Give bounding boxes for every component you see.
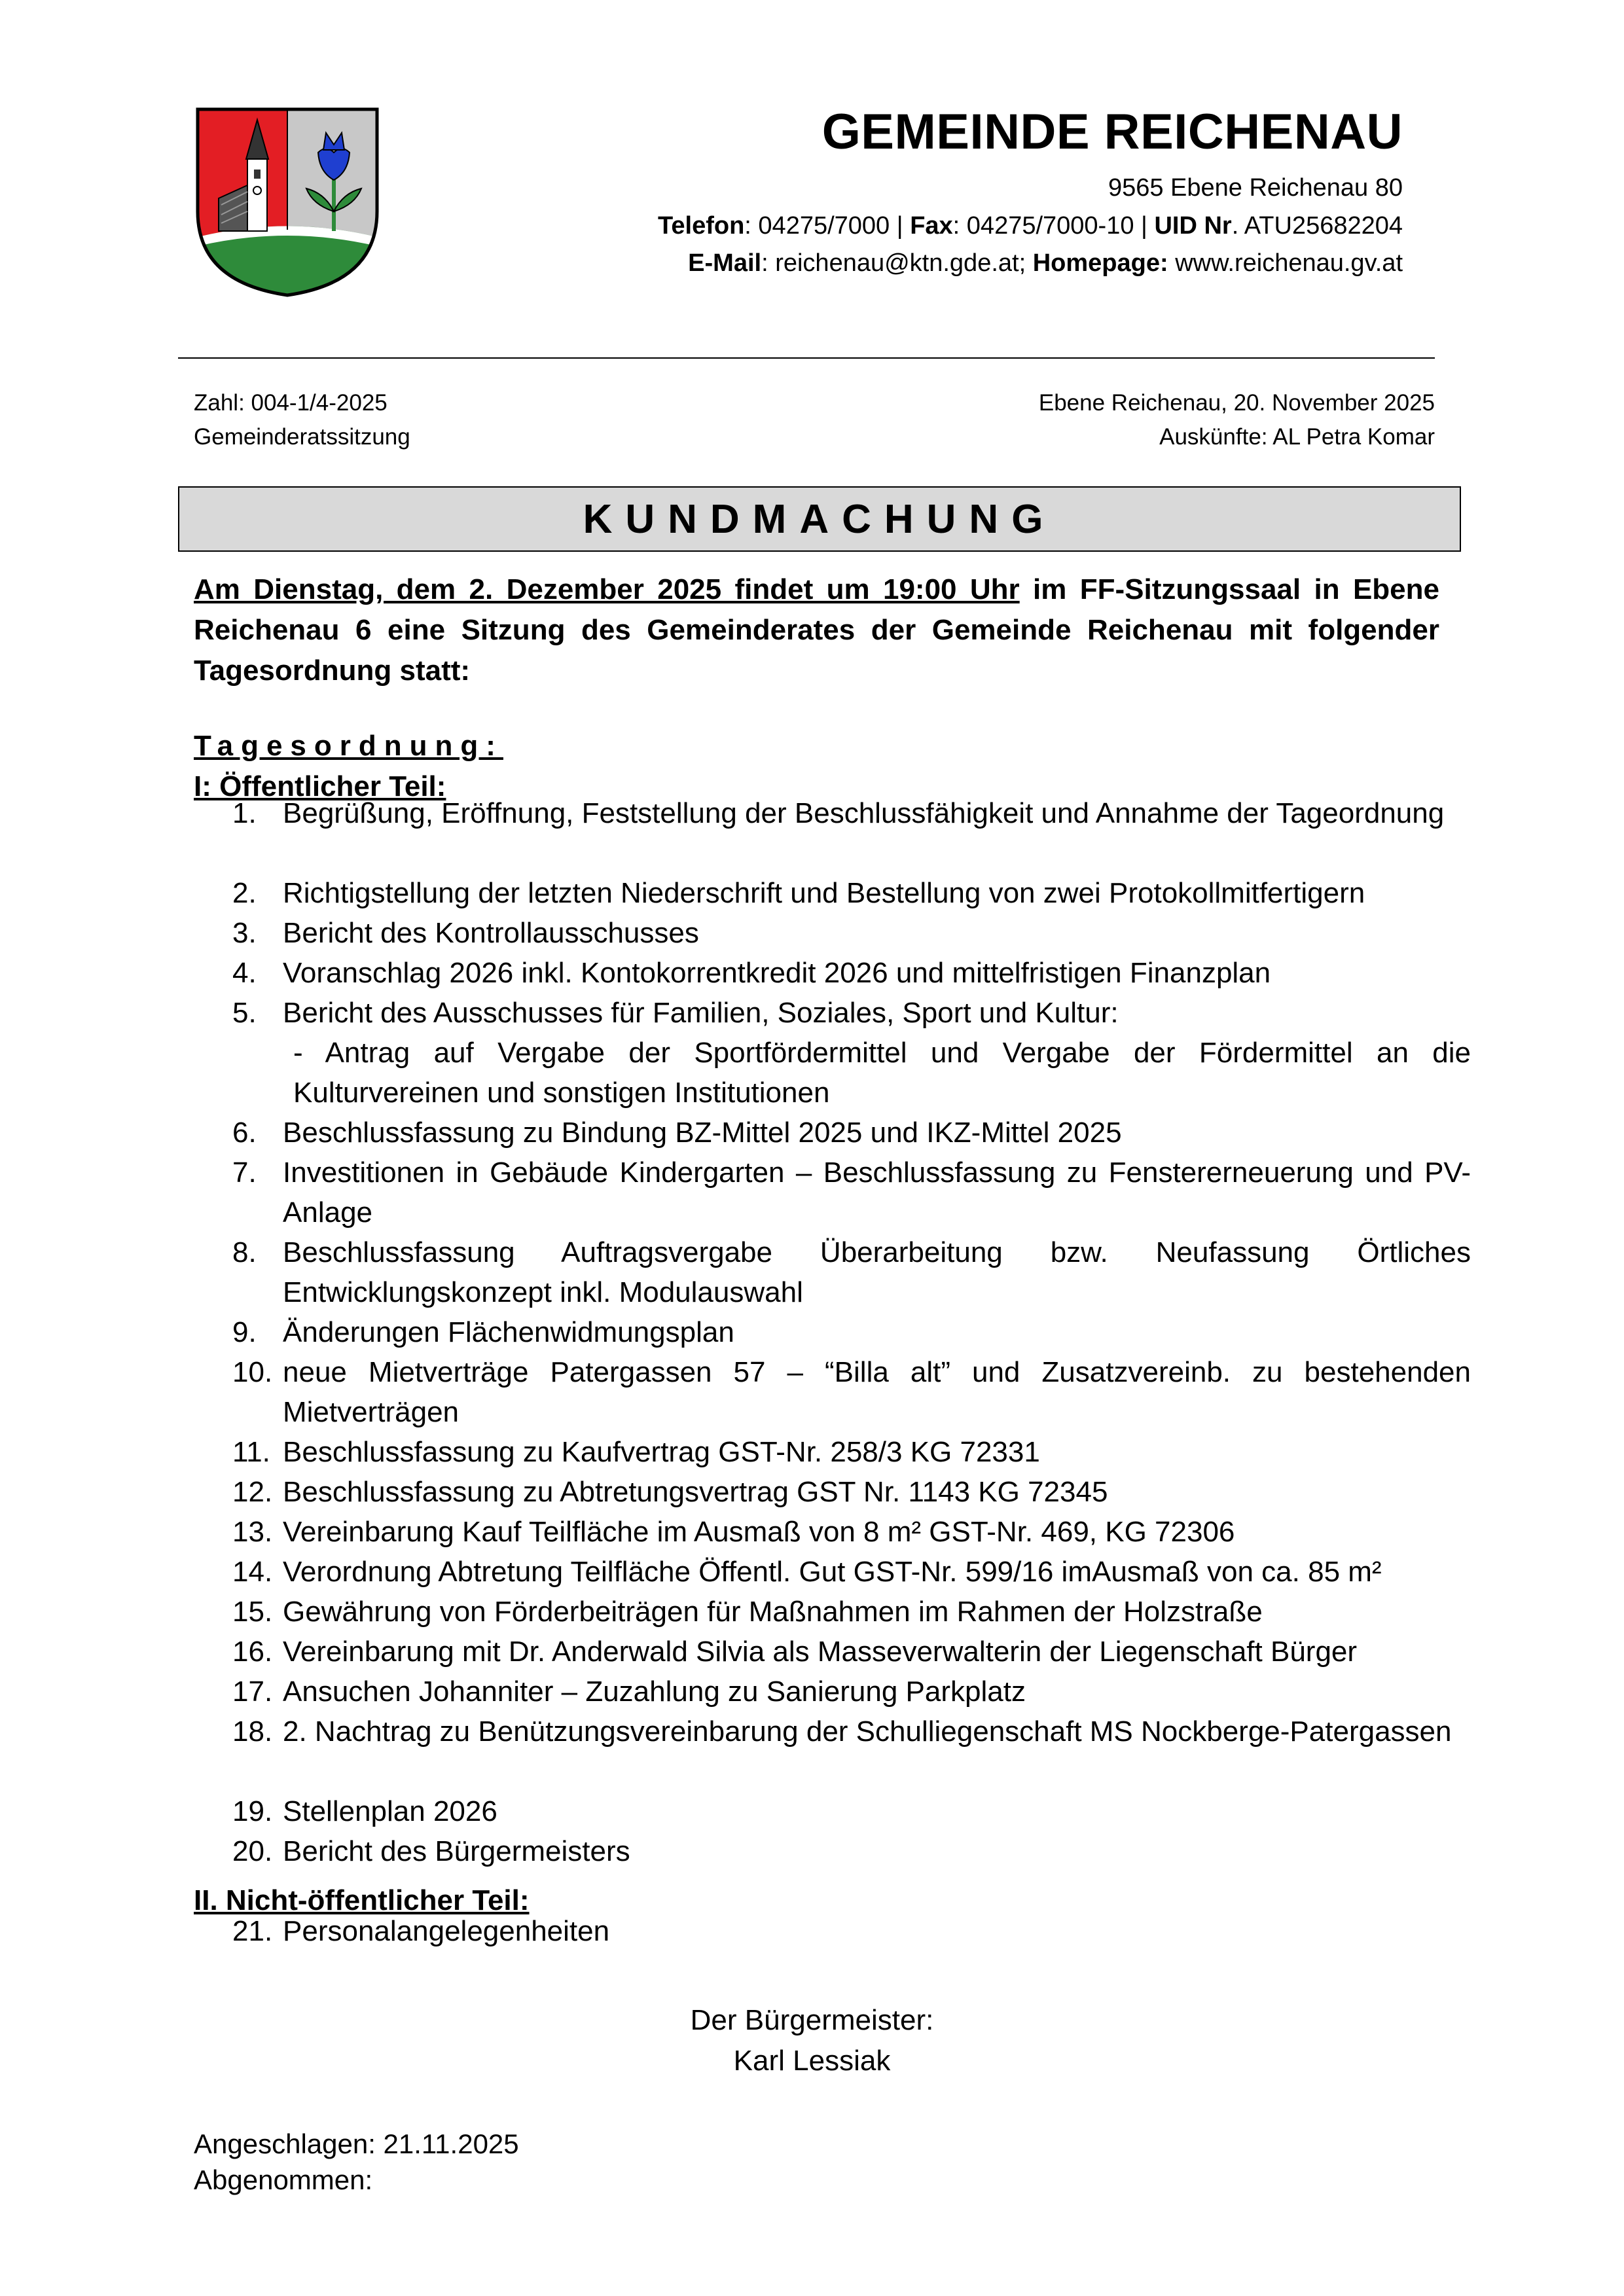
agenda-item-number: 17. (232, 1676, 273, 1708)
agenda-item-number: 21. (232, 1915, 273, 1947)
agenda-item-number: 9. (232, 1316, 257, 1348)
phone-label: Telefon (658, 212, 745, 240)
agenda-item (232, 1153, 1471, 1232)
agenda-item-number: 15. (232, 1596, 273, 1628)
agenda-item-text: Gewährung von Förderbeiträgen für Maßnahmen im Rahmen der Holzstraße (283, 1596, 1263, 1628)
agenda-item-text: 2. Nachtrag zu Benützungsvereinbarung der Schulliegenschaft MS Nockberge-Patergassen (283, 1715, 1452, 1748)
agenda-item-text: Vereinbarung mit Dr. Anderwald Silvia als Masseverwalterin der Liegenschaft Bürger (283, 1636, 1358, 1668)
agenda-item (232, 1512, 1471, 1552)
agenda-item-text: Bericht des Ausschusses für Familien, Soziales, Sport und Kultur: (283, 997, 1119, 1029)
agenda-item-text: neue Mietverträge Patergassen 57 – “Billa alt” und Zusatzvereinb. zu bestehenden Mietverträgen (283, 1356, 1471, 1428)
email-label: E-Mail (688, 249, 762, 277)
email-address: reichenau@ktn.gde.at (775, 249, 1019, 277)
agenda-item (232, 1113, 1471, 1153)
agenda-item-number: 6. (232, 1117, 257, 1149)
agenda-item-number: 14. (232, 1556, 273, 1588)
notice-title: KUNDMACHUNG (583, 496, 1056, 542)
municipality-title: GEMEINDE REICHENAU (821, 104, 1403, 160)
agenda-item-number: 13. (232, 1516, 273, 1548)
agenda-item (232, 873, 1471, 913)
homepage-url: www.reichenau.gv.at (1175, 249, 1403, 277)
agenda-item (232, 1352, 1471, 1432)
agenda-item-text: Vereinbarung Kauf Teilfläche im Ausmaß von 8 m² GST-Nr. 469, KG 72306 (283, 1516, 1235, 1548)
intro-location: im FF-Sitzungssaal in Ebene Reichenau 6 eine Sitzung des Gemeinderates der Gemeinde Reichenau mit folgender Tagesordnung statt: (194, 573, 1439, 687)
agenda-item (232, 1632, 1471, 1672)
meeting-type: Gemeinderatssitzung (194, 424, 410, 450)
agenda-item-text: Änderungen Flächenwidmungsplan (283, 1316, 734, 1348)
agenda-item-text: Bericht des Bürgermeisters (283, 1835, 630, 1867)
agenda-item-number: 3. (232, 917, 257, 949)
agenda-heading: Tagesordnung: (194, 730, 503, 762)
agenda-item-number: 20. (232, 1835, 273, 1867)
agenda-item-text: Beschlussfassung zu Abtretungsvertrag GST Nr. 1143 KG 72345 (283, 1476, 1108, 1508)
agenda-item (232, 1232, 1471, 1312)
agenda-item-number: 11. (232, 1436, 270, 1468)
intro-date-time: Am Dienstag, dem 2. Dezember 2025 findet um 19:00 Uhr (194, 573, 1020, 605)
signature-name: Karl Lessiak (733, 2045, 891, 2077)
phone-number: 04275/7000 (758, 212, 890, 240)
agenda-item-number: 18. (232, 1715, 273, 1748)
address-line (1108, 175, 1403, 200)
posted-date: Angeschlagen: 21.11.2025 (194, 2128, 519, 2159)
address: 9565 Ebene Reichenau 80 (1108, 174, 1403, 202)
agenda-item (232, 993, 1471, 1033)
agenda-item-number: 7. (232, 1157, 257, 1189)
agenda-item-text: Beschlussfassung zu Bindung BZ-Mittel 2025 und IKZ-Mittel 2025 (283, 1117, 1122, 1149)
agenda-item (232, 1592, 1471, 1632)
agenda-item-number: 12. (232, 1476, 273, 1508)
fax-number: 04275/7000-10 (966, 212, 1134, 240)
signature-title: Der Bürgermeister: (690, 2004, 934, 2036)
agenda-item (232, 793, 1471, 833)
uid-number: ATU25682204 (1244, 212, 1403, 240)
agenda-item (232, 1911, 1471, 1951)
agenda-item-text: Voranschlag 2026 inkl. Kontokorrentkredit 2026 und mittelfristigen Finanzplan (283, 957, 1271, 989)
agenda-item (232, 1791, 1471, 1831)
agenda-item (232, 1712, 1471, 1751)
web-line: E-Mail: reichenau@ktn.gde.at; Homepage: www.reichenau.gv.at (688, 249, 1403, 277)
agenda-item-number: 5. (232, 997, 257, 1029)
agenda-item-text: Beschlussfassung zu Kaufvertrag GST-Nr. 258/3 KG 72331 (283, 1436, 1040, 1468)
agenda-item-number: 16. (232, 1636, 273, 1668)
intro-paragraph (194, 569, 1439, 691)
notice-title-box (178, 486, 1461, 552)
agenda-item (232, 1831, 1471, 1871)
agenda-item-number: 10. (232, 1356, 273, 1388)
agenda-item-text: Begrüßung, Eröffnung, Feststellung der Beschlussfähigkeit und Annahme der Tageordnung (283, 797, 1445, 829)
agenda-item (232, 953, 1471, 993)
agenda-item-number: 4. (232, 957, 257, 989)
agenda-item-number: 1. (232, 797, 257, 829)
agenda-item-number: 2. (232, 877, 257, 909)
agenda-item (232, 1312, 1471, 1352)
removed-date: Abgenommen: (194, 2164, 373, 2195)
agenda-item-number: 8. (232, 1236, 257, 1268)
coat-of-arms-icon (195, 107, 380, 298)
agenda-item (232, 1432, 1471, 1472)
agenda-item-text: Personalangelegenheiten (283, 1915, 610, 1947)
public-part-heading: I: Öffentlicher Teil: (194, 770, 446, 802)
agenda-item (232, 1552, 1471, 1592)
agenda-item (232, 1672, 1471, 1712)
reference-number: Zahl: 004-1/4-2025 (194, 390, 388, 416)
agenda-item-text: Bericht des Kontrollausschusses (283, 917, 699, 949)
uid-label: UID Nr (1154, 212, 1232, 240)
place-date: Ebene Reichenau, 20. November 2025 (1038, 390, 1435, 416)
agenda-item-text: Verordnung Abtretung Teilfläche Öffentl. Gut GST-Nr. 599/16 imAusmaß von ca. 85 m² (283, 1556, 1382, 1588)
agenda-item-text: Richtigstellung der letzten Niederschrift und Bestellung von zwei Protokollmitfertigern (283, 877, 1365, 909)
agenda-sub-item: - Antrag auf Vergabe der Sportfördermittel und Vergabe der Fördermittel an die Kulturvereinen und sonstigen Institutionen (293, 1037, 1471, 1109)
agenda-item-text: Beschlussfassung Auftragsvergabe Überarbeitung bzw. Neufassung Örtliches Entwicklungskonzept inkl. Modulauswahl (283, 1236, 1471, 1308)
agenda-item (232, 913, 1471, 953)
agenda-item-text: Ansuchen Johanniter – Zuzahlung zu Sanierung Parkplatz (283, 1676, 1026, 1708)
fax-label: Fax (910, 212, 953, 240)
agenda-item (232, 1472, 1471, 1512)
header-divider (178, 357, 1435, 359)
homepage-label: Homepage: (1032, 249, 1168, 277)
contact-line: Telefon: 04275/7000 | Fax: 04275/7000-10 | UID Nr. ATU25682204 (658, 212, 1403, 240)
contact-person: Auskünfte: AL Petra Komar (1159, 424, 1435, 450)
private-part-heading: II. Nicht-öffentlicher Teil: (194, 1884, 530, 1916)
agenda-item-number: 19. (232, 1795, 273, 1827)
agenda-item-text: Investitionen in Gebäude Kindergarten – Beschlussfassung zu Fenstererneuerung und PV-Anlage (283, 1157, 1471, 1229)
agenda-item-text: Stellenplan 2026 (283, 1795, 497, 1827)
